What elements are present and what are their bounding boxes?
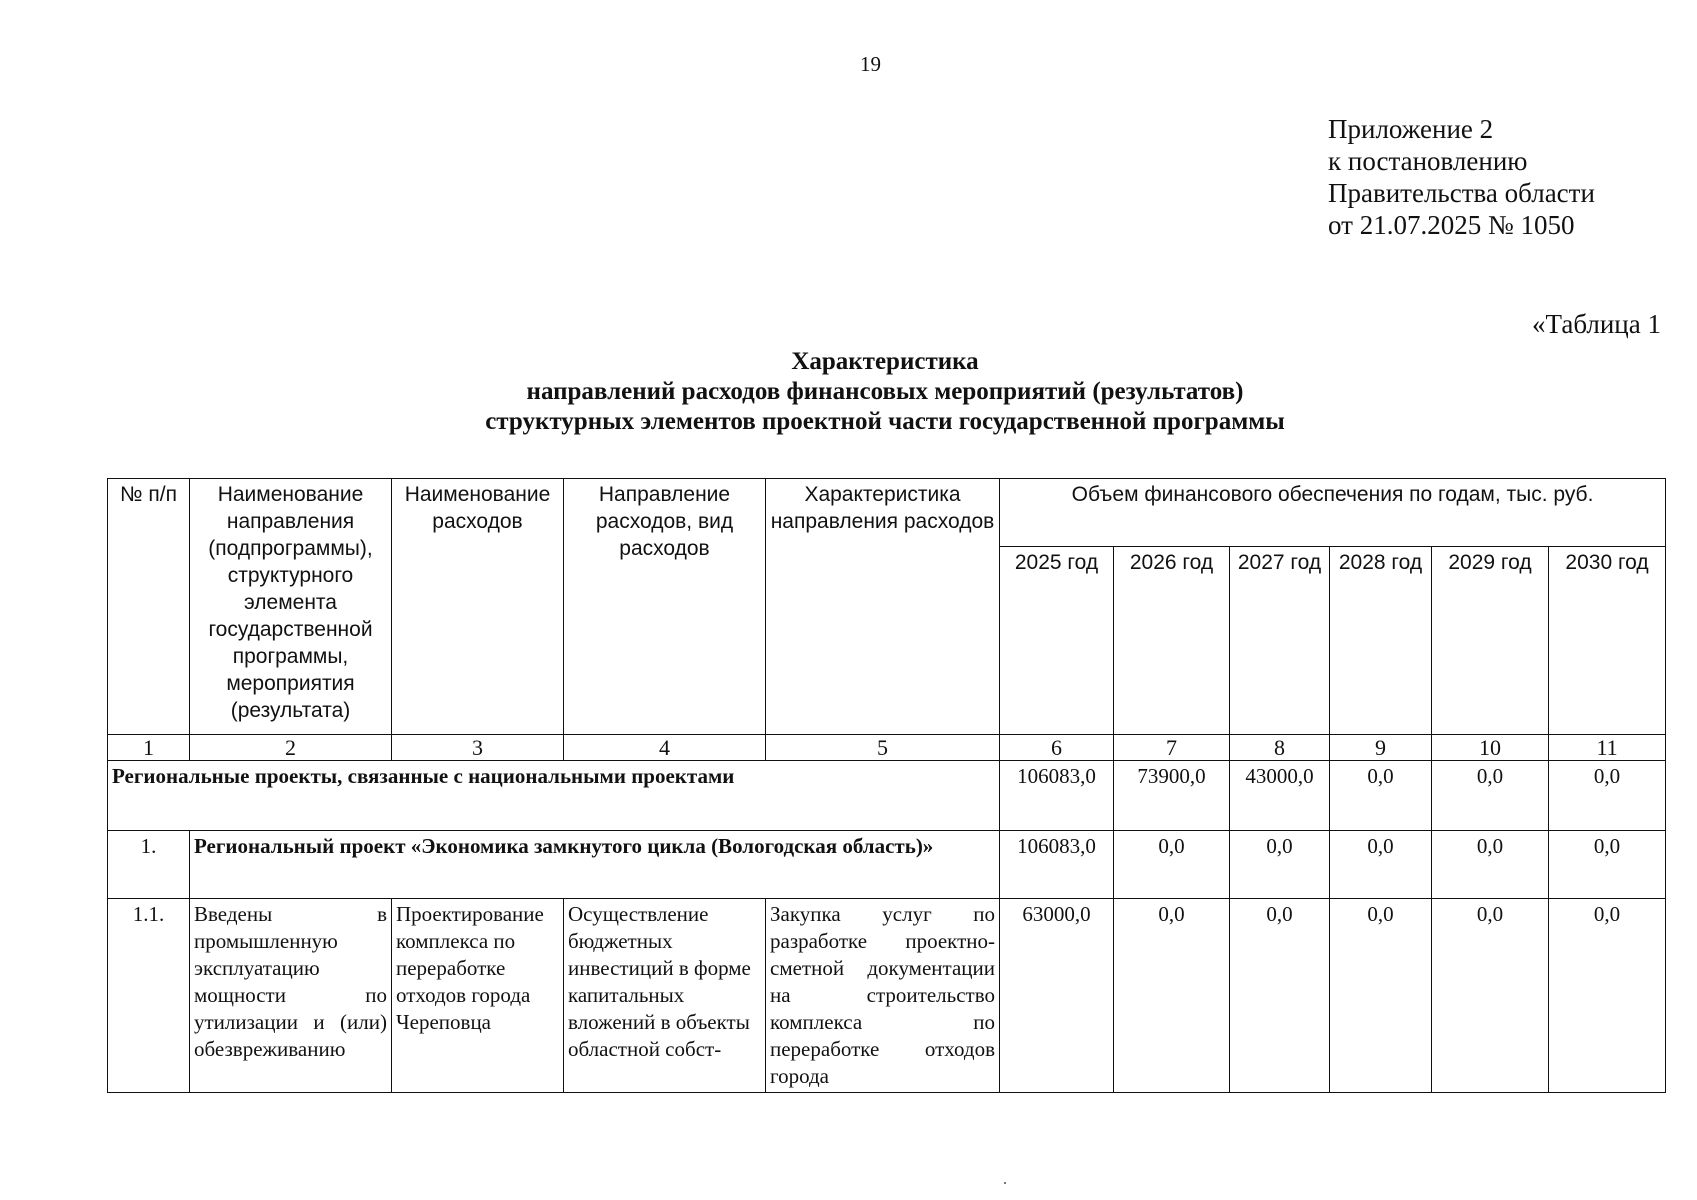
- column-number: 9: [1330, 735, 1432, 761]
- column-number-row: [108, 735, 1666, 761]
- header-year: 2026 год: [1114, 547, 1230, 735]
- row-number: 1.1.: [108, 899, 190, 1093]
- column-number: 11: [1549, 735, 1666, 761]
- document-title: [300, 347, 1470, 437]
- row-value: 0,0: [1230, 831, 1330, 899]
- column-number: 5: [766, 735, 1000, 761]
- header-expense-name: Наименование расходов: [392, 479, 564, 735]
- appendix-block: [1328, 113, 1595, 241]
- header-year: 2030 год: [1549, 547, 1666, 735]
- row-value: 0,0: [1549, 761, 1666, 831]
- row-value: 73900,0: [1114, 761, 1230, 831]
- row-value: 0,0: [1114, 831, 1230, 899]
- scan-speck: [1004, 1182, 1006, 1184]
- column-number: 7: [1114, 735, 1230, 761]
- row-value: 0,0: [1330, 899, 1432, 1093]
- row-name: Введены в промышленную эксплуатацию мощности по утилизации и (или) обезвреживанию: [190, 899, 392, 1093]
- column-number: 2: [190, 735, 392, 761]
- column-number: 4: [564, 735, 766, 761]
- appendix-line: к постановлению: [1328, 146, 1528, 176]
- appendix-line: Правительства области: [1328, 178, 1595, 208]
- row-value: 0,0: [1330, 831, 1432, 899]
- header-direction: Направление расходов, вид расходов: [564, 479, 766, 735]
- row-direction: Осуществление бюджетных инвестиций в форме капитальных вложений в объекты областной собст-: [564, 899, 766, 1093]
- title-line: направлений расходов финансовых мероприятий (результатов): [526, 378, 1244, 405]
- appendix-line: от 21.07.2025 № 1050: [1328, 210, 1575, 240]
- appendix-line: Приложение 2: [1328, 114, 1494, 144]
- row-value: 0,0: [1432, 761, 1549, 831]
- row-value: 0,0: [1549, 899, 1666, 1093]
- row-value: 63000,0: [1000, 899, 1114, 1093]
- row-value: 106083,0: [1000, 761, 1114, 831]
- row-value: 106083,0: [1000, 831, 1114, 899]
- row-expense-name: Проектирование комплекса по переработке отходов города Череповца: [392, 899, 564, 1093]
- row-value: 0,0: [1230, 899, 1330, 1093]
- table-row: [108, 761, 1666, 831]
- column-number: 1: [108, 735, 190, 761]
- row-value: 0,0: [1432, 831, 1549, 899]
- row-label: Региональные проекты, связанные с национальными проектами: [108, 761, 1000, 831]
- row-value: 0,0: [1114, 899, 1230, 1093]
- row-number: 1.: [108, 831, 190, 899]
- page-number: 19: [860, 52, 881, 76]
- row-value: 0,0: [1432, 899, 1549, 1093]
- table-label: «Таблица 1: [1532, 309, 1661, 339]
- column-number: 3: [392, 735, 564, 761]
- header-year: 2029 год: [1432, 547, 1549, 735]
- table-row: [108, 899, 1666, 1093]
- column-number: 10: [1432, 735, 1549, 761]
- header-year: 2028 год: [1330, 547, 1432, 735]
- row-label: Региональный проект «Экономика замкнутого цикла (Вологодская область)»: [190, 831, 1000, 899]
- header-name: Наименование направления (подпрограммы), структурного элемента государственной программы, мероприятия (результата): [190, 479, 392, 735]
- row-value: 0,0: [1549, 831, 1666, 899]
- header-characteristic: Характеристика направления расходов: [766, 479, 1000, 735]
- header-year: 2025 год: [1000, 547, 1114, 735]
- title-line: структурных элементов проектной части государственной программы: [485, 408, 1285, 435]
- header-volume: Объем финансового обеспечения по годам, тыс. руб.: [1000, 479, 1666, 547]
- table-row: [108, 831, 1666, 899]
- column-number: 8: [1230, 735, 1330, 761]
- row-value: 43000,0: [1230, 761, 1330, 831]
- row-characteristic: Закупка услуг по разработке проектно-сметной документации на строительство комплекса по переработке отходов города: [766, 899, 1000, 1093]
- expenditure-table: [107, 478, 1666, 1093]
- header-year: 2027 год: [1230, 547, 1330, 735]
- column-number: 6: [1000, 735, 1114, 761]
- title-line: Характеристика: [791, 348, 979, 375]
- row-value: 0,0: [1330, 761, 1432, 831]
- header-num: № п/п: [108, 479, 190, 735]
